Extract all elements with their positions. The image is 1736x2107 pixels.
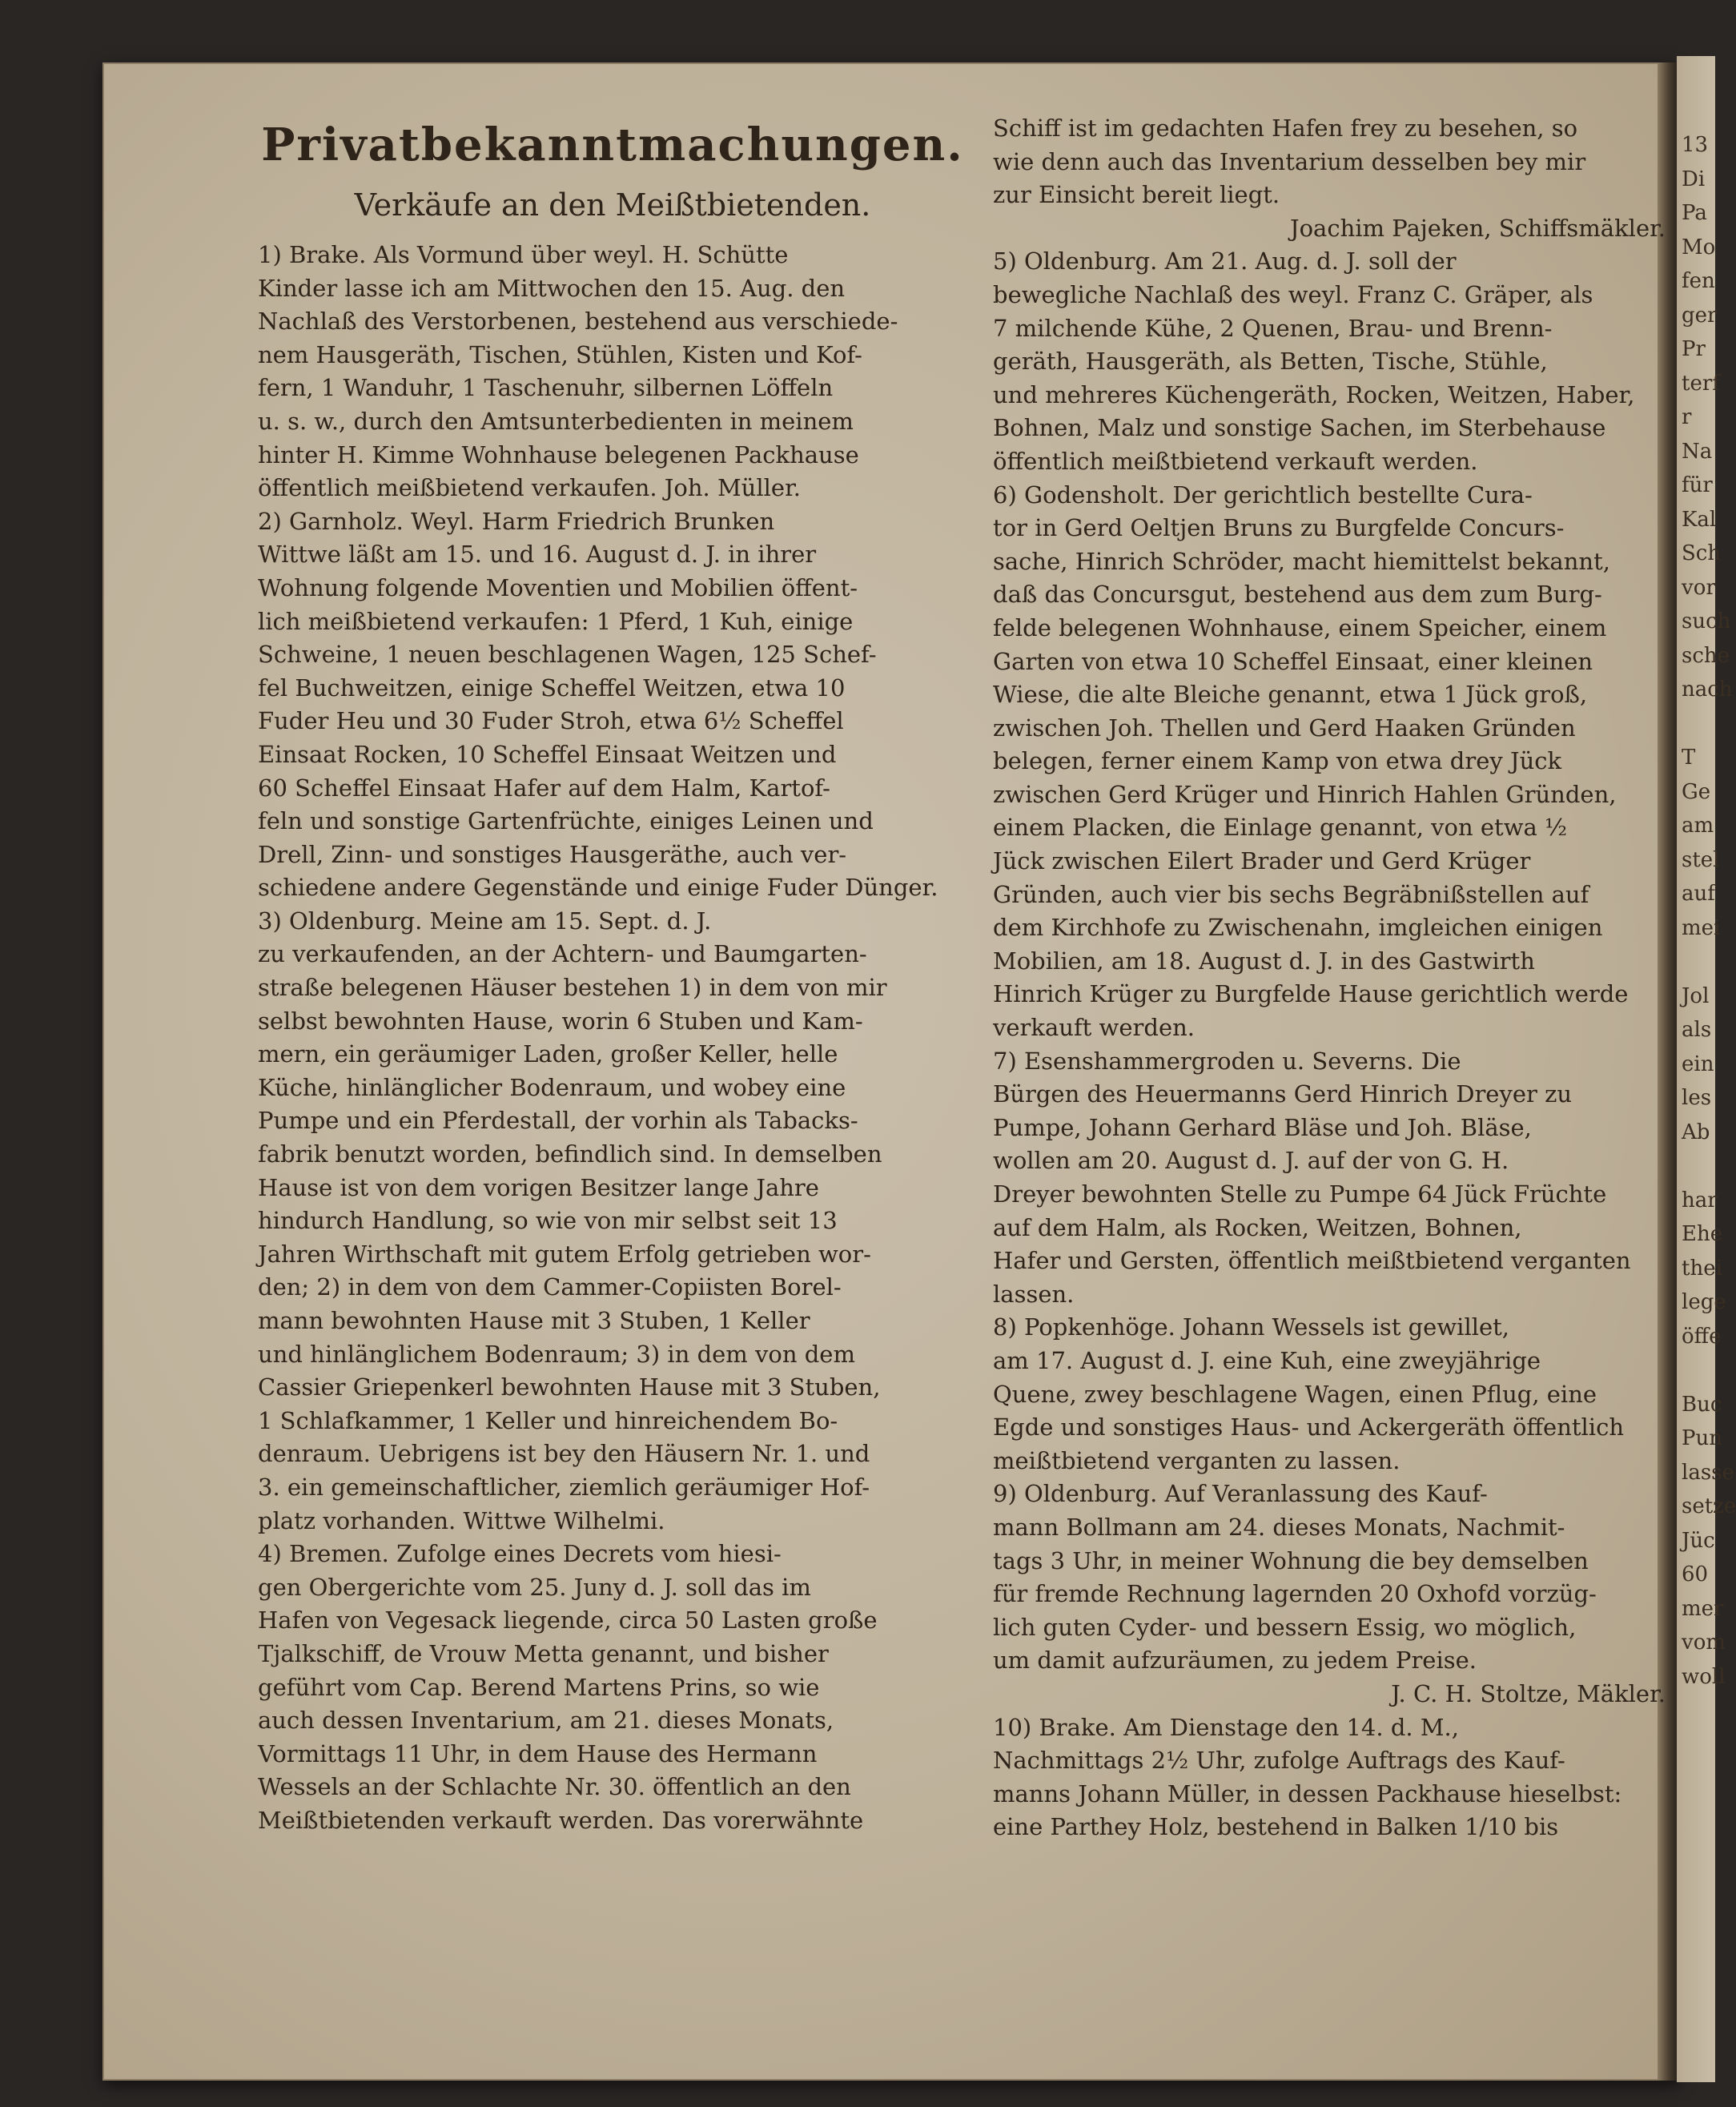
text-line: auf dem Halm, als Rocken, Weitzen, Bohnen, bbox=[993, 1213, 1522, 1241]
text-line: Wohnung folgende Moventien und Mobilien öffent- bbox=[258, 573, 858, 601]
next-page-fragment bbox=[1677, 1353, 1715, 1388]
text-line: dem Kirchhofe zu Zwischenahn, imgleichen einigen bbox=[993, 914, 1603, 942]
next-page-fragment: Jüc bbox=[1682, 1528, 1715, 1553]
text-line: zur Einsicht bereit liegt. bbox=[993, 181, 1280, 209]
text-line: Joachim Pajeken, Schiffsmäkler. bbox=[1289, 214, 1666, 242]
text-line: Meißtbietenden verkauft werden. Das vorerwähnte bbox=[258, 1806, 864, 1834]
text-line: belegen, ferner einem Kamp von etwa drey Jück bbox=[993, 747, 1562, 775]
next-page-fragment: lege bbox=[1682, 1290, 1726, 1314]
text-line: geräth, Hausgeräth, als Betten, Tische, Stühle, bbox=[993, 348, 1548, 376]
text-line: mern, ein geräumiger Laden, großer Keller, helle bbox=[258, 1040, 838, 1068]
next-page-fragment: Kal bbox=[1682, 507, 1717, 532]
section-subheading: Verkäufe an den Meißtbietenden. bbox=[354, 187, 871, 223]
text-line: mann bewohnten Hause mit 3 Stuben, 1 Keller bbox=[258, 1307, 810, 1334]
next-page-fragment bbox=[1677, 945, 1715, 979]
next-page-fragment bbox=[1677, 707, 1715, 742]
next-page-fragment: am bbox=[1682, 814, 1714, 838]
text-line: 8) Popkenhöge. Johann Wessels ist gewillet, bbox=[993, 1313, 1510, 1341]
next-page-fragment: T bbox=[1682, 746, 1696, 770]
text-line: manns Johann Müller, in dessen Packhause hieselbst: bbox=[993, 1779, 1622, 1807]
text-line: 3) Oldenburg. Meine am 15. Sept. d. J. bbox=[258, 907, 712, 935]
text-line: mann Bollmann am 24. dieses Monats, Nachmit- bbox=[993, 1513, 1565, 1541]
right-column-text bbox=[993, 112, 1666, 1844]
next-page-fragment: setze bbox=[1682, 1494, 1736, 1518]
text-line: wie denn auch das Inventarium desselben bey mir bbox=[993, 147, 1586, 175]
text-line: tor in Gerd Oeltjen Bruns zu Burgfelde Concurs- bbox=[993, 514, 1565, 542]
next-page-fragment bbox=[1677, 1149, 1715, 1184]
text-line: Wiese, die alte Bleiche genannt, etwa 1 Jück groß, bbox=[993, 681, 1588, 709]
text-line: Pumpe, Johann Gerhard Bläse und Joh. Bläse, bbox=[993, 1113, 1532, 1141]
next-page-fragment: mei bbox=[1682, 915, 1721, 940]
text-line: Gründen, auch vier bis sechs Begräbnißstellen auf bbox=[993, 880, 1589, 908]
next-page-fragment: für bbox=[1682, 473, 1713, 497]
text-line: lich meißbietend verkaufen: 1 Pferd, 1 Kuh, einige bbox=[258, 607, 854, 635]
next-page-fragment: thei bbox=[1682, 1256, 1722, 1281]
text-line: Vormittags 11 Uhr, in dem Hause des Hermann bbox=[258, 1739, 818, 1767]
text-line: 9) Oldenburg. Auf Veranlassung des Kauf- bbox=[993, 1480, 1488, 1508]
next-page-fragment: mer bbox=[1682, 1596, 1724, 1621]
next-page-fragment: nach bbox=[1682, 678, 1733, 702]
text-line: Egde und sonstiges Haus- und Ackergeräth öffentlich bbox=[993, 1413, 1624, 1442]
next-page-fragment: auf bbox=[1682, 882, 1715, 906]
text-line: sache, Hinrich Schröder, macht hiemittelst bekannt, bbox=[993, 547, 1610, 575]
text-line: Dreyer bewohnten Stelle zu Pumpe 64 Jück Früchte bbox=[993, 1180, 1607, 1208]
text-line: 7) Esenshammergroden u. Severns. Die bbox=[993, 1047, 1461, 1075]
next-page-fragment: Pun bbox=[1682, 1426, 1722, 1450]
text-line: wollen am 20. August d. J. auf der von G. H. bbox=[993, 1147, 1509, 1175]
text-line: Nachmittags 2½ Uhr, zufolge Auftrags des Kauf- bbox=[993, 1747, 1565, 1775]
text-line: 7 milchende Kühe, 2 Quenen, Brau- und Brenn- bbox=[993, 314, 1553, 342]
left-column-text bbox=[258, 239, 967, 1838]
next-page-fragment: ger bbox=[1682, 303, 1718, 328]
text-line: 2) Garnholz. Weyl. Harm Friedrich Brunken bbox=[258, 507, 775, 535]
text-line: straße belegenen Häuser bestehen 1) in dem von mir bbox=[258, 974, 887, 1002]
next-page-fragment: r bbox=[1682, 405, 1692, 429]
text-line: selbst bewohnten Hause, worin 6 Stuben und Kam- bbox=[258, 1007, 863, 1035]
text-line: bewegliche Nachlaß des weyl. Franz C. Gräper, als bbox=[993, 280, 1593, 308]
text-line: öffentlich meißtbietend verkauft werden. bbox=[993, 447, 1478, 475]
text-line: Bohnen, Malz und sonstige Sachen, im Sterbehause bbox=[993, 414, 1606, 442]
next-page-fragment: 13 bbox=[1682, 133, 1709, 157]
next-page-fragment: Pr bbox=[1682, 337, 1706, 361]
next-page-fragment: öffe bbox=[1682, 1324, 1722, 1349]
next-page-fragment: such bbox=[1682, 609, 1731, 633]
next-page-fragment: ein bbox=[1682, 1051, 1714, 1076]
text-line: nem Hausgeräth, Tischen, Stühlen, Kisten und Kof- bbox=[258, 340, 862, 368]
text-line: Schiff ist im gedachten Hafen frey zu besehen, so bbox=[993, 115, 1578, 142]
text-line: den; 2) in dem von dem Cammer-Copiisten Borel- bbox=[258, 1273, 842, 1301]
next-page-fragment: vor bbox=[1682, 575, 1716, 600]
text-line: fel Buchweitzen, einige Scheffel Weitzen, etwa 10 bbox=[258, 674, 846, 702]
next-page-fragment: stel bbox=[1682, 847, 1720, 872]
text-line: Kinder lasse ich am Mittwochen den 15. Aug. den bbox=[258, 274, 846, 302]
next-page-fragment: terf bbox=[1682, 371, 1720, 396]
text-line: 6) Godensholt. Der gerichtlich bestellte Cura- bbox=[993, 481, 1533, 509]
text-line: um damit aufzuräumen, zu jedem Preise. bbox=[993, 1647, 1477, 1675]
text-line: zwischen Joh. Thellen und Gerd Haaken Gründen bbox=[993, 714, 1576, 742]
text-line: J. C. H. Stoltze, Mäkler. bbox=[1391, 1679, 1666, 1707]
text-line: 5) Oldenburg. Am 21. Aug. d. J. soll der bbox=[993, 247, 1457, 275]
text-line: fern, 1 Wanduhr, 1 Taschenuhr, silbernen Löffeln bbox=[258, 374, 834, 402]
next-page-fragment: 60 bbox=[1682, 1562, 1709, 1586]
text-line: öffentlich meißbietend verkaufen. Joh. Müller. bbox=[258, 474, 801, 502]
text-line: einem Placken, die Einlage genannt, von etwa ½ bbox=[993, 814, 1568, 842]
next-page-fragment: sche bbox=[1682, 643, 1730, 668]
text-line: eine Parthey Holz, bestehend in Balken 1/10 bis bbox=[993, 1813, 1559, 1841]
text-line: und hinlänglichem Bodenraum; 3) in dem von dem bbox=[258, 1340, 855, 1368]
text-line: hinter H. Kimme Wohnhause belegenen Packhause bbox=[258, 440, 859, 468]
text-line: am 17. August d. J. eine Kuh, eine zweyjährige bbox=[993, 1346, 1541, 1374]
text-line: auch dessen Inventarium, am 21. dieses Monats, bbox=[258, 1707, 834, 1735]
next-page-fragment: Jol bbox=[1682, 983, 1710, 1008]
next-page-fragment: Ab bbox=[1682, 1120, 1710, 1144]
text-line: Bürgen des Heuermanns Gerd Hinrich Dreyer zu bbox=[993, 1080, 1573, 1108]
text-line: 1) Brake. Als Vormund über weyl. H. Schütte bbox=[258, 241, 789, 268]
text-line: Mobilien, am 18. August d. J. in des Gastwirth bbox=[993, 947, 1535, 975]
text-line: Nachlaß des Verstorbenen, bestehend aus verschiede- bbox=[258, 308, 898, 336]
text-line: zwischen Gerd Krüger und Hinrich Hahlen Gründen, bbox=[993, 780, 1617, 808]
text-line: lich guten Cyder- und bessern Essig, wo möglich, bbox=[993, 1613, 1577, 1641]
text-line: 3. ein gemeinschaftlicher, ziemlich geräumiger Hof- bbox=[258, 1473, 870, 1501]
next-page-fragment: fen bbox=[1682, 269, 1715, 293]
next-page-fragment: vom bbox=[1682, 1631, 1726, 1655]
next-page-fragment: woll bbox=[1682, 1664, 1726, 1689]
next-page-fragment: Sch bbox=[1682, 541, 1722, 565]
next-page-fragment: har bbox=[1682, 1188, 1718, 1212]
left-column bbox=[258, 112, 967, 1838]
text-line: Quene, zwey beschlagene Wagen, einen Pflug, eine bbox=[993, 1380, 1597, 1408]
text-line: und mehreres Küchengeräth, Rocken, Weitzen, Haber, bbox=[993, 380, 1635, 408]
text-line: Jück zwischen Eilert Brader und Gerd Krüger bbox=[993, 847, 1531, 875]
text-line: Wittwe läßt am 15. und 16. August d. J. in ihrer bbox=[258, 541, 817, 569]
next-page-fragment: Di bbox=[1682, 167, 1706, 191]
text-line: gen Obergerichte vom 25. Juny d. J. soll das im bbox=[258, 1573, 811, 1601]
text-line: Einsaat Rocken, 10 Scheffel Einsaat Weitzen und bbox=[258, 740, 837, 768]
next-page-edge bbox=[1677, 56, 1736, 2082]
text-line: Küche, hinlänglicher Bodenraum, und wobey eine bbox=[258, 1073, 846, 1101]
text-line: Garten von etwa 10 Scheffel Einsaat, einer kleinen bbox=[993, 647, 1593, 675]
text-line: Drell, Zinn- und sonstiges Hausgeräthe, auch ver- bbox=[258, 840, 847, 868]
text-line: Hafer und Gersten, öffentlich meißtbietend verganten bbox=[993, 1247, 1631, 1275]
text-line: 60 Scheffel Einsaat Hafer auf dem Halm, Kartof- bbox=[258, 774, 830, 802]
text-line: zu verkaufenden, an der Achtern- und Baumgarten- bbox=[258, 940, 867, 968]
next-page-fragment: Pa bbox=[1682, 201, 1707, 225]
text-line: denraum. Uebrigens ist bey den Häusern Nr. 1. und bbox=[258, 1440, 870, 1468]
text-line: meißtbietend verganten zu lassen. bbox=[993, 1446, 1400, 1474]
text-line: Wessels an der Schlachte Nr. 30. öffentlich an den bbox=[258, 1773, 851, 1801]
text-line: hindurch Handlung, so wie von mir selbst seit 13 bbox=[258, 1207, 838, 1235]
text-line: geführt vom Cap. Berend Martens Prins, so wie bbox=[258, 1673, 820, 1701]
text-line: Tjalkschiff, de Vrouw Metta genannt, und bisher bbox=[258, 1639, 829, 1667]
text-line: verkauft werden. bbox=[993, 1014, 1196, 1042]
text-line: felde belegenen Wohnhause, einem Speicher, einem bbox=[993, 613, 1607, 641]
text-line: platz vorhanden. Wittwe Wilhelmi. bbox=[258, 1506, 665, 1534]
text-line: Hafen von Vegesack liegende, circa 50 Lasten große bbox=[258, 1606, 878, 1635]
text-line: Schweine, 1 neuen beschlagenen Wagen, 125 Schef- bbox=[258, 641, 877, 669]
text-line: 10) Brake. Am Dienstage den 14. d. M., bbox=[993, 1713, 1459, 1741]
text-line: fabrik benutzt worden, befindlich sind. In demselben bbox=[258, 1140, 882, 1168]
next-page-fragment: als bbox=[1682, 1018, 1712, 1042]
text-line: feln und sonstige Gartenfrüchte, einiges Leinen und bbox=[258, 807, 874, 835]
text-line: Jahren Wirthschaft mit gutem Erfolg getrieben wor- bbox=[258, 1240, 871, 1268]
text-line: für fremde Rechnung lagernden 20 Oxhofd vorzüg- bbox=[993, 1580, 1597, 1608]
next-page-fragment: Buc bbox=[1682, 1392, 1722, 1417]
text-line: 4) Bremen. Zufolge eines Decrets vom hiesi- bbox=[258, 1540, 782, 1568]
next-page-fragment: Na bbox=[1682, 439, 1713, 464]
text-line: tags 3 Uhr, in meiner Wohnung die bey demselben bbox=[993, 1546, 1589, 1574]
next-page-fragment: les bbox=[1682, 1086, 1712, 1110]
next-page-fragment: lasse bbox=[1682, 1460, 1734, 1485]
text-line: daß das Concursgut, bestehend aus dem zum Burg- bbox=[993, 581, 1602, 609]
text-line: 1 Schlafkammer, 1 Keller und hinreichendem Bo- bbox=[258, 1406, 838, 1434]
text-line: Hause ist von dem vorigen Besitzer lange Jahre bbox=[258, 1173, 819, 1201]
text-line: u. s. w., durch den Amtsunterbedienten in meinem bbox=[258, 407, 854, 435]
next-page-fragment: Ge bbox=[1682, 779, 1711, 804]
text-line: Cassier Griepenkerl bewohnten Hause mit 3 Stuben, bbox=[258, 1373, 881, 1401]
right-column bbox=[993, 112, 1666, 1844]
text-line: Hinrich Krüger zu Burgfelde Hause gerichtlich werde bbox=[993, 980, 1629, 1008]
next-page-fragment: Ehe bbox=[1682, 1222, 1723, 1246]
text-line: lassen. bbox=[993, 1280, 1075, 1308]
page-heading: Privatbekanntmachungen. bbox=[261, 119, 964, 171]
text-line: Fuder Heu und 30 Fuder Stroh, etwa 6½ Scheffel bbox=[258, 707, 844, 735]
text-line: schiedene andere Gegenstände und einige Fuder Dünger. bbox=[258, 874, 938, 902]
next-page-fragment: Mo bbox=[1682, 235, 1716, 259]
text-line: Pumpe und ein Pferdestall, der vorhin als Tabacks- bbox=[258, 1107, 858, 1135]
